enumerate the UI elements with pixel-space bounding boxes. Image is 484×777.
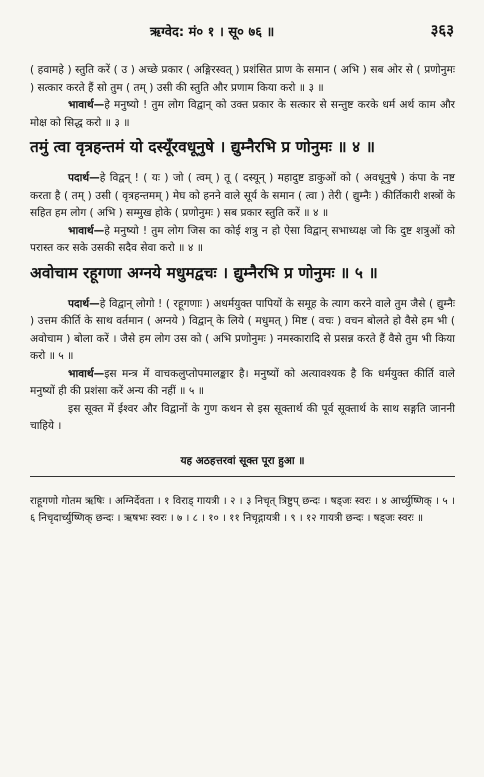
divider	[30, 476, 455, 477]
bhavartha-5	[30, 366, 455, 401]
padartha-text: हे विद्वन् ! ( यः ) जो ( त्वम् ) तू ( दस्यून् ) महादुष्ट डाकुओं को ( अवधूनुषे ) कंपा के नष्ट करता है ( तम् ) उसी ( वृत्रहन्तमम् ) मेघ को हनने वाले सूर्य के समान ( त्वा ) तेरी ( द्युम्नैः ) कीर्तिकारी शस्त्रों के सहित हम लोग ( अभि ) सम्मुख होके ( प्रणोनुमः ) सब प्रकार स्तुति करें ॥ ४ ॥	[30, 172, 455, 219]
sukta-conclusion: इस सूक्त में ईश्वर और विद्वानों के गुण कथन से इस सूक्तार्थ की पूर्व सूक्तार्थ के साथ सङ्गति जाननी चाहिये ।	[30, 402, 455, 432]
bhavartha-3	[30, 97, 455, 132]
sukta-end-note: यह अठहत्तरवां सूक्त पूरा हुआ ॥	[180, 454, 305, 467]
bhavartha-label: भावार्थ—	[68, 99, 105, 111]
padartha-text: हे विद्वान् लोगो ! ( रहूगणाः ) अधर्मयुक्त पापियों के समूह के त्याग करने वाले तुम जैसे ( द्युम्नैः ) उत्तम कीर्ति के साथ वर्तमान ( अग्नये ) विद्वान् के लिये ( मधुमत् ) मिष्ट ( वचः ) वचन बोलते हो वैसे हम भी ( अवोचाम ) बोला करें । जैसे हम लोग उस को ( अभि प्रणोनुमः ) नमस्कारादि से प्रसन्न करते हैं वैसे तुम भी किया करो ॥ ५ ॥	[30, 297, 455, 362]
padartha-5	[30, 296, 455, 366]
bhavartha-label: भावार्थ—	[68, 367, 105, 380]
bhavartha-label: भावार्थ—	[68, 224, 105, 237]
bhavartha-text: हे मनुष्यो ! तुम लोग विद्वान् को उक्त प्रकार के सत्कार से सन्तुष्ट करके धर्म अर्थ काम और मोक्ष को सिद्ध करो ॥ ३ ॥	[30, 99, 455, 129]
bhavartha-text: इस मन्त्र में वाचकलुप्तोपमालङ्कार है। मनुष्यों को अत्यावश्यक है कि धर्मयुक्त कीर्ति वाले मनुष्यों ही की प्रशंसा करें अन्य की नहीं ॥ ५ ॥	[30, 367, 455, 397]
bhavartha-text: हे मनुष्यो ! तुम लोग जिस का कोई शत्रु न हो ऐसा विद्वान् सभाध्यक्ष जो कि दुष्ट शत्रुओं को परास्त कर सके उसकी सदैव सेवा करो ॥ ४ ॥	[30, 224, 455, 254]
page-number: ३६३	[430, 21, 454, 39]
padartha-label: पदार्थ—	[68, 297, 100, 310]
padartha-label: पदार्थ—	[68, 172, 100, 184]
mantra-4: तमुं त्वा वृत्रहन्तमं यो दस्यूँरवधूनुषे । द्युम्नैरभि प्र णोनुमः ॥ ४ ॥	[30, 138, 376, 156]
padartha-continuation: ( हवामहे ) स्तुति करें ( उ ) अच्छे प्रकार ( अङ्गिरस्वत् ) प्रशंसित प्राण के समान ( अभि ) सब ओर से ( प्रणोनुमः ) सत्कार करते हैं सो तुम ( तम् ) उसी की स्तुति और प्रणाम किया करो ॥ ३ ॥	[30, 64, 455, 94]
running-title: ऋग्वेद: मं० १ । सू० ७६ ॥	[150, 25, 275, 40]
sukta-metadata: राहूगणो गोतम ऋषिः । अग्निर्देवता । १ विराड् गायत्री । २ । ३ निचृत् त्रिष्टुप् छन्दः । षड्जः स्वरः । ४ आर्च्युष्णिक् । ५ । ६ निचृदार्च्युष्णिक् छन्दः । ऋषभः स्वरः । ७ । ८ । १० । ११ निचृद्गायत्री । ९ । १२ गायत्री छन्दः । षड्जः स्वरः ॥	[30, 495, 455, 524]
padartha-4	[30, 170, 455, 223]
mantra-5: अवोचाम रहूगणा अग्नये मधुमद्वचः । द्युम्नैरभि प्र णोनुमः ॥ ५ ॥	[30, 263, 378, 282]
page-body	[30, 62, 455, 528]
bhavartha-4	[30, 223, 455, 258]
running-head	[30, 22, 454, 42]
